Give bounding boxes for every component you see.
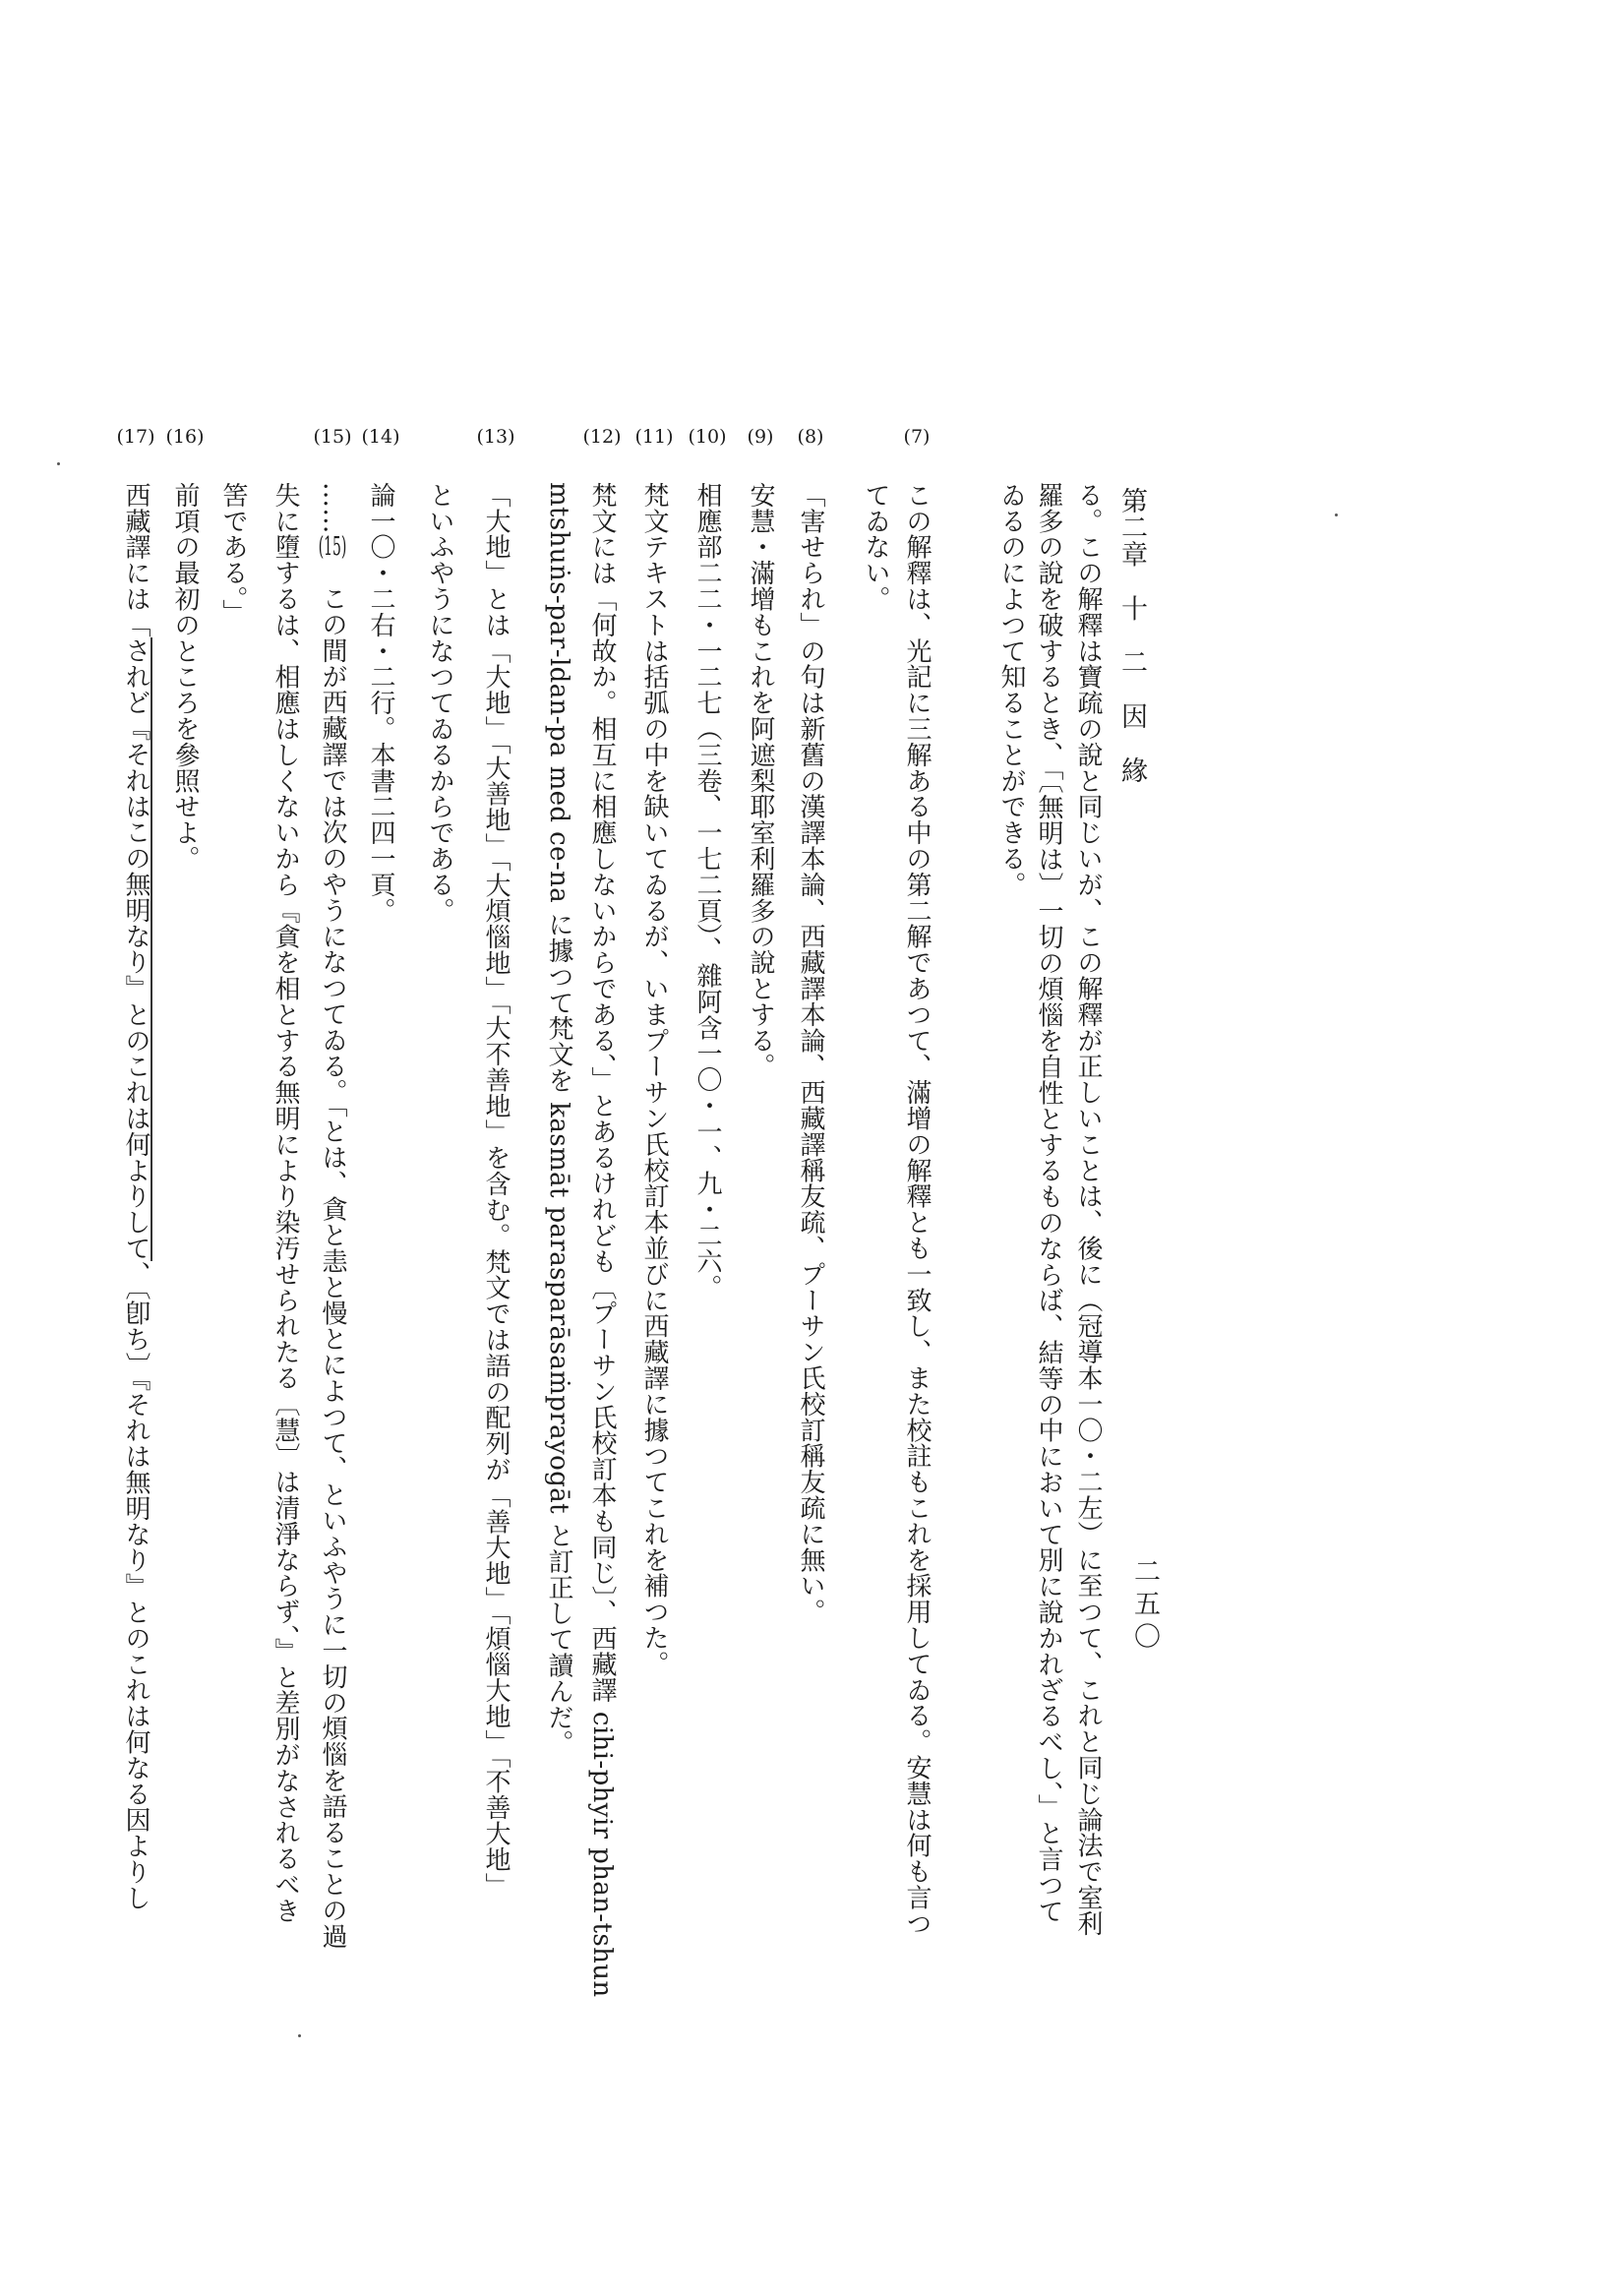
text-segment: 、〔卽ち〕『それは無明なり』とのこれは何なる因よりし [121, 1261, 150, 1911]
note-text: 相應部二二・一二七（三卷、一七二頁）、雜阿含一〇・一、九・二六。 [692, 482, 722, 1300]
note-text: 梵文には「何故か。相互に相應しないからである、」とあるけれども〔プーサン氏校訂本も同じ〕、西藏譯 cihi-phyir phan-tshun [587, 482, 617, 1998]
text-segment: 西藏譯には「 [121, 482, 150, 638]
text-line: 失に墮するは、相應はしくないから『貪を相とする無明により染汚せられたる〔慧〕は清淨ならず、』と差別がなされるべき [271, 482, 300, 1924]
note-text [318, 482, 347, 1949]
text-segment: …… [318, 482, 347, 534]
note-text: 論一〇・二右・二行。本書二四一頁。 [366, 482, 395, 924]
note-number: (11) [634, 426, 674, 448]
page-number: 二五〇 [1129, 1557, 1160, 1655]
note-reference: (15) [318, 533, 347, 560]
note-text [121, 482, 150, 1910]
sidelined-text: とのこれは何よりして [121, 1001, 150, 1262]
text-line: といふやうになつてゐるからである。 [425, 482, 454, 924]
note-text: 「害せられ」の句は新舊の漢譯本論、西藏譯本論、西藏譯稱友疏、プーサン氏校訂稱友疏に無い。 [796, 482, 825, 1625]
sidelined-text: されど『それはこの無明なり』 [121, 637, 150, 1002]
text-line: 羅多の說を破するとき、「〔無明は〕一切の煩惱を自性とするものならば、結等の中において別に說かれざるべし、」と言つて [1034, 482, 1063, 1924]
note-number: (7) [903, 426, 931, 448]
note-number: (17) [116, 426, 155, 448]
note-number: (8) [797, 426, 824, 448]
note-text: この解釋は、光記に三解ある中の第二解であつて、滿增の解釋とも一致し、また校註もこれを採用してゐる。安慧は何も言つ [902, 482, 932, 1937]
text-line: てゐない。 [861, 482, 890, 612]
scan-speck [298, 2034, 301, 2037]
note-text: 梵文テキストは括弧の中を缺いてゐるが、いまプーサン氏校訂本並びに西藏譯に據つてこれを補つた。 [639, 482, 669, 1677]
scan-speck [57, 462, 60, 465]
text-line: る。この解釋は寶疏の說と同じいが、この解釋が正しいことは、後に（冠導本一〇・二左）に至つて、これと同じ論法で室利 [1073, 482, 1103, 1937]
text-line: ゐるのによつて知ることができる。 [996, 482, 1026, 898]
note-number: (14) [361, 426, 400, 448]
note-number: (12) [582, 426, 622, 448]
note-text: 安慧・滿增もこれを阿遮梨耶室利羅多の說とする。 [746, 482, 775, 1080]
running-title: 第二章 十 二 因 緣 [1116, 487, 1147, 784]
scan-speck [1335, 514, 1338, 516]
note-text: 前項の最初のところを參照せよ。 [170, 482, 200, 872]
note-number: (9) [747, 426, 774, 448]
note-number: (10) [688, 426, 727, 448]
note-text: 「大地」とは「大地」「大善地」「大煩惱地」「大不善地」を含む。梵文では語の配列が「善大地」「煩惱大地」「不善大地」 [481, 482, 511, 1899]
text-segment: この間が西藏譯では次のやうになつてゐる。「とは、貪と恚と慢とによつて、といふやうに一切の煩惱を語ることの過 [318, 559, 347, 1950]
note-number: (13) [476, 426, 515, 448]
note-number: (15) [313, 426, 352, 448]
text-line: mtshuṅs-par-ldan-pa med ce-na に據つて梵文を kasmāt parasparāsaṁprayogāt と訂正して讀んだ。 [544, 482, 573, 1757]
note-number: (16) [165, 426, 205, 448]
text-line: 筈である。」 [218, 482, 248, 626]
